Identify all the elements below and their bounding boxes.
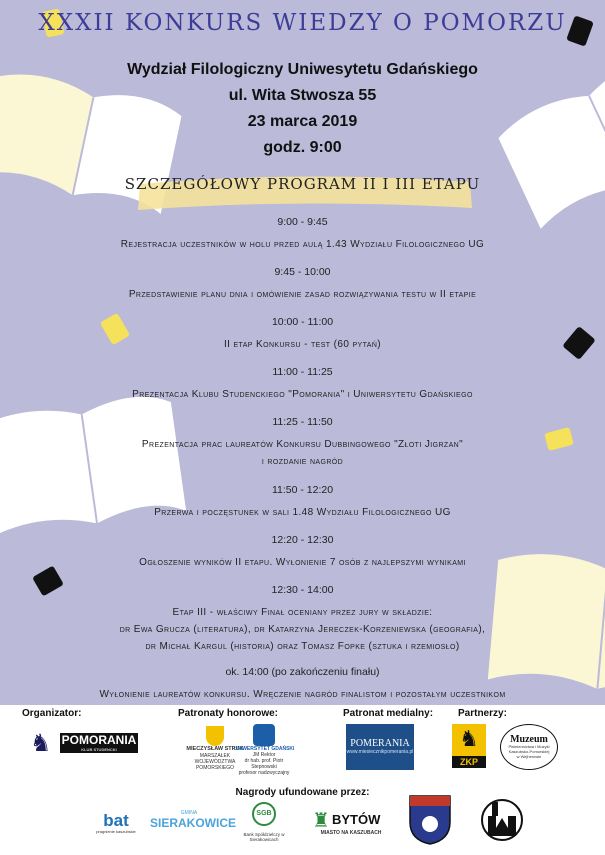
schedule-description: Wyłonienie laureatów konkursu. Wręczenie nagród finalistom i pozostałym uczestnikom — [99, 689, 506, 700]
muzeum-text: Muzeum — [510, 734, 548, 745]
schedule-description: II etap Konkursu - test (60 pytań) — [223, 339, 382, 350]
schedule-item — [0, 416, 605, 470]
schedule-item — [0, 316, 605, 353]
schedule-description: Rejestracja uczestników w holu przed aulą 1.43 Wydziału Filologicznego UG — [120, 239, 485, 250]
bat-sub: pragnienie kaszubskie — [96, 829, 136, 834]
marszalek-region: WOJEWÓDZTWA POMORSKIEGO — [194, 758, 236, 771]
venue-date: 23 marca 2019 — [247, 113, 358, 130]
ug-rektor: JM Rektor — [252, 752, 276, 758]
muzeum-logo — [500, 724, 558, 770]
zkp-logo — [452, 724, 486, 768]
schedule-time: 11:50 - 12:20 — [271, 484, 334, 496]
emblem-icon — [478, 796, 526, 842]
schedule-description: Prezentacja prac laureatów Konkursu Dubbingowego "Złoti Jigrzan" — [141, 439, 464, 450]
schedule-description: Prezentacja Klubu Studenckiego "Pomorania" i Uniwersytetu Gdańskiego — [132, 389, 473, 400]
sgb-emblem-icon: SGB — [252, 802, 276, 826]
ug-logo — [232, 724, 296, 780]
schedule-description: Ogłoszenie wyników II etapu. Wyłonienie 7 osób z najlepszymi wynikami — [139, 557, 466, 568]
pomorania-logo-sub: KLUB STUDENCKI — [81, 747, 117, 752]
schedule-item — [0, 216, 605, 253]
marszalek-name: MIECZYSŁAW STRUK — [186, 746, 244, 752]
schedule-time: 11:00 - 11:25 — [272, 366, 333, 378]
sierakowice-logo — [150, 810, 237, 834]
schedule-item — [0, 266, 605, 303]
bat-logo — [96, 812, 136, 842]
griffin-icon: ♞ — [30, 729, 52, 757]
ug-rektor-title: profesor nadzwyczajny — [238, 770, 290, 776]
coat-of-arms-icon — [206, 726, 224, 746]
schedule-item — [0, 584, 605, 655]
muzeum-sub3: w Wejherowie — [516, 753, 542, 759]
muzeum-sub2: Kaszubsko-Pomorskiej — [508, 748, 550, 754]
schedule-time: 11:25 - 11:50 — [272, 416, 333, 428]
pomorania-logo — [30, 728, 140, 758]
schedule-time: 10:00 - 11:00 — [271, 316, 334, 328]
bat-text: bat — [103, 811, 129, 830]
bank-text: Bank Spółdzielczy w Sierakowicach — [243, 832, 285, 843]
schedule-description: Przerwa i poczęstunek w sali 1.48 Wydziału Filologicznego UG — [154, 507, 451, 518]
organizer-label: Organizator: — [22, 708, 82, 719]
castle-icon: ♜ — [312, 808, 330, 832]
marszalek-title: MARSZAŁEK — [199, 752, 231, 759]
schedule-time: 12:20 - 12:30 — [271, 534, 334, 546]
pomerania-media-logo — [346, 724, 414, 770]
sgb-logo — [232, 802, 296, 846]
university-emblem-icon — [253, 724, 275, 746]
venue-address: ul. Wita Stwosza 55 — [228, 87, 377, 104]
pomerania-media-url: www.miesiecznikpomerania.pl — [346, 749, 414, 755]
schedule-item — [0, 534, 605, 571]
schedule-time: 9:00 - 9:45 — [277, 216, 328, 228]
schedule-item — [0, 666, 605, 703]
pomerania-media-text: POMERANIA — [350, 738, 410, 749]
ug-name: UNIWERSYTET GDAŃSKI — [233, 746, 295, 752]
partners-label: Partnerzy: — [458, 708, 507, 719]
schedule-description: dr Michał Kargul (historia) oraz Tomasz Fopke (sztuka i rzemiosło) — [145, 641, 460, 652]
schedule-description: Etap III - właściwy Finał oceniany przez jury w składzie: — [172, 607, 433, 618]
page-title: XXXII KONKURS WIEDZY O POMORZU — [38, 10, 567, 36]
gmina-text: GMINA — [180, 810, 198, 816]
sierakowice-text: SIERAKOWICE — [150, 816, 237, 830]
prizes-label: Nagrody ufundowane przez: — [235, 787, 370, 798]
schedule-description: Przedstawienie planu dnia i omówienie zasad rozwiązywania testu w II etapie — [128, 289, 477, 300]
patrons-label: Patronaty honorowe: — [178, 708, 279, 719]
griffin-icon: ♞ — [452, 724, 486, 756]
schedule-item — [0, 366, 605, 403]
program-subtitle: SZCZEGÓŁOWY PROGRAM II I III ETAPU — [124, 175, 481, 193]
ug-rektor-name: dr hab. prof. Piotr Stepnowski — [244, 758, 284, 770]
bytow-sub: MIASTO NA KASZUBACH — [320, 830, 382, 836]
schedule-time: 12:30 - 14:00 — [271, 584, 334, 596]
schedule-description: i rozdanie nagród — [261, 456, 344, 467]
schedule-time: 9:45 - 10:00 — [274, 266, 331, 278]
bytow-logo — [312, 806, 390, 842]
schedule-description: dr Ewa Grucza (literatura), dr Katarzyna Jereczek-Korzeniewska (geografia), — [119, 624, 486, 635]
zkp-text: ZKP — [452, 756, 486, 768]
schedule-item — [0, 484, 605, 521]
bytow-text: BYTÓW — [332, 812, 381, 827]
media-patron-label: Patronat medialny: — [343, 708, 434, 719]
schedule-time: ok. 14:00 (po zakończeniu finału) — [225, 666, 380, 678]
pomorania-logo-text: POMORANIA — [61, 733, 137, 747]
venue-faculty: Wydział Filologiczny Uniwesytetu Gdańskiego — [127, 61, 478, 78]
shield-icon — [408, 794, 452, 846]
muzeum-sub1: Piśmiennictwa i Muzyki — [508, 744, 550, 749]
venue-time: godz. 9:00 — [263, 139, 342, 156]
